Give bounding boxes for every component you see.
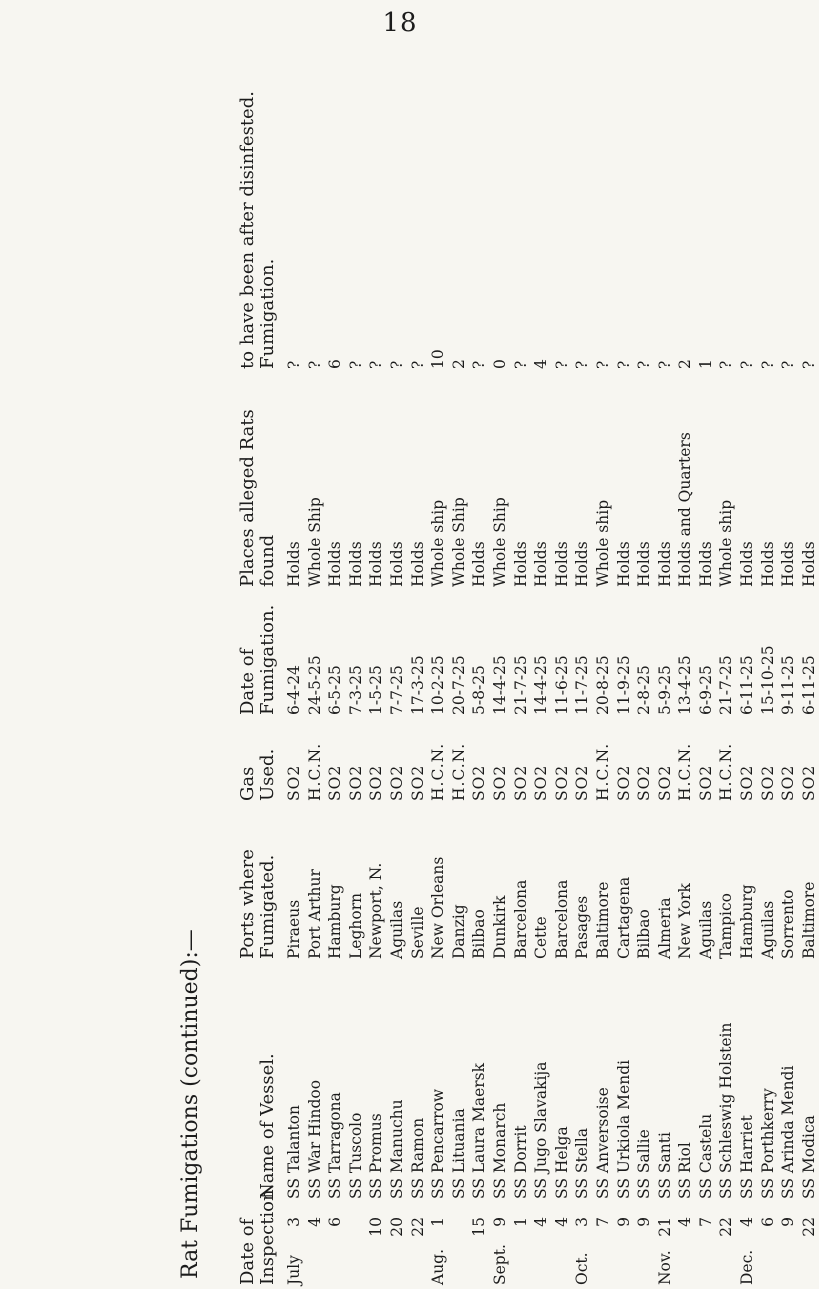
cell-rats: ? [387,360,406,369]
cell-date-inspection [346,1203,367,1289]
cell-rats: ? [285,360,303,369]
cell-gas: SO2 [573,764,592,801]
cell-vessel: SS Talanton [285,1105,303,1199]
cell-places: Holds [779,541,798,587]
table-row [428,83,449,1289]
cell-rats: ? [655,360,674,369]
table-row [552,83,573,1289]
cell-gas: SO2 [614,764,633,801]
cell-rats: 10 [429,349,448,369]
table-row [408,83,429,1289]
cell-rats: ? [758,360,777,369]
cell-date-fumigation: 14-4-25 [490,655,509,715]
inspection-day: 4 [552,1217,571,1227]
cell-rats: ? [305,360,324,369]
cell-gas: SO2 [387,764,406,801]
cell-rats: ? [511,360,530,369]
cell-date-fumigation: 20-7-25 [449,655,468,715]
header-vessel: Name of Vessel. [257,1053,278,1199]
cell-date-fumigation: 6-9-25 [696,665,715,715]
cell-vessel: SS Jugo Slavakija [532,1061,551,1199]
cell-date-inspection [325,1203,346,1289]
table-row [758,83,779,1289]
inspection-month: Dec. [738,1249,757,1285]
inspection-month [716,1241,737,1285]
cell-date-inspection [634,1203,655,1289]
cell-vessel: SS Modica [799,1115,818,1199]
cell-vessel: SS Pencarrow [429,1088,448,1199]
cell-port: Cette [532,916,551,959]
cell-date-fumigation: 20-8-25 [593,655,612,715]
cell-gas: SO2 [758,764,777,801]
cell-gas: SO2 [490,764,509,801]
cell-port: Newport, N. [367,862,386,959]
cell-port: Port Arthur [305,869,324,959]
cell-vessel: SS Urkiola Mendi [614,1059,633,1199]
cell-date-inspection [758,1203,779,1289]
cell-date-fumigation: 11-9-25 [614,655,633,715]
cell-rats: 1 [696,359,715,369]
table-row [325,83,346,1289]
cell-date-fumigation: 5-9-25 [655,665,674,715]
table-row [305,83,326,1289]
cell-date-inspection [552,1203,573,1289]
cell-date-inspection [737,1203,758,1289]
cell-date-fumigation: 14-4-25 [532,655,551,715]
table-row [469,83,490,1289]
inspection-month [758,1241,779,1285]
cell-gas: SO2 [408,764,427,801]
cell-places: Holds [346,541,365,587]
table-row [614,83,635,1289]
cell-port: Pasages [573,895,592,959]
cell-vessel: SS Tarragona [326,1092,345,1199]
cell-rats: ? [799,360,818,369]
header-port: Ports where Fumigated. [237,849,278,959]
table-row [675,83,696,1289]
inspection-day: 22 [799,1217,818,1237]
inspection-month [366,1241,387,1285]
cell-date-inspection [305,1203,326,1289]
cell-gas: SO2 [511,764,530,801]
cell-date-inspection [593,1203,614,1289]
cell-vessel: SS Porthkerry [758,1088,777,1199]
cell-date-fumigation: 7-3-25 [346,665,365,715]
cell-port: Dunkirk [490,895,509,959]
cell-port: Hamburg [738,884,757,959]
cell-date-inspection [366,1203,387,1289]
cell-date-fumigation: 11-6-25 [552,655,571,715]
cell-date-inspection [614,1203,635,1289]
inspection-day: 9 [490,1217,509,1227]
cell-gas: H.C.N. [305,742,324,801]
cell-vessel: SS War Hindoo [305,1079,324,1199]
fumigation-table [214,83,819,1289]
inspection-day: 7 [593,1217,612,1227]
cell-date-fumigation: 6-4-24 [285,665,303,715]
table-row [593,83,614,1289]
cell-date-inspection [655,1203,676,1289]
inspection-month [614,1241,635,1285]
inspection-month [346,1241,367,1285]
inspection-month [469,1241,490,1285]
inspection-month [593,1241,614,1285]
table-row [696,83,717,1289]
cell-vessel: SS Tuscolo [346,1112,365,1199]
inspection-day: 15 [470,1217,489,1237]
inspection-day: 10 [367,1217,386,1237]
cell-places: Holds [738,541,757,587]
inspection-month: July [285,1255,303,1285]
cell-vessel: SS Castelu [696,1113,715,1199]
page-number: 18 [382,8,418,38]
cell-vessel: SS Sallie [635,1129,654,1199]
cell-vessel: SS Helga [552,1126,571,1199]
cell-date-inspection [408,1203,429,1289]
inspection-month: Sept. [490,1244,509,1285]
cell-port: Bilbao [635,909,654,959]
inspection-day [449,1217,470,1241]
cell-vessel: SS Anversoise [593,1087,612,1199]
cell-gas: SO2 [470,764,489,801]
cell-places: Holds [799,541,818,587]
cell-date-fumigation: 7-7-25 [387,665,406,715]
cell-date-inspection [716,1203,737,1289]
header-places: Places alleged Rats found [237,409,278,587]
table-row [284,83,305,1289]
table-row [511,83,532,1289]
cell-places: Holds [635,541,654,587]
cell-rats: ? [552,360,571,369]
cell-rats: 0 [490,359,509,369]
cell-port: Cartagena [614,876,633,959]
cell-rats: ? [635,360,654,369]
cell-places: Holds [408,541,427,587]
inspection-month [305,1241,326,1285]
cell-vessel: SS Ramon [408,1117,427,1199]
cell-port: Piraeus [285,899,303,959]
inspection-day: 4 [532,1217,551,1227]
inspection-month [799,1241,819,1285]
inspection-day [346,1217,367,1241]
cell-date-inspection [696,1203,717,1289]
cell-date-inspection [449,1203,470,1289]
inspection-month: Aug. [429,1248,448,1285]
inspection-day: 6 [326,1217,345,1227]
table-row [572,83,593,1289]
cell-rats: ? [593,360,612,369]
cell-date-inspection [511,1203,532,1289]
cell-vessel: SS Santi [655,1132,674,1199]
cell-date-inspection [428,1203,449,1289]
cell-gas: SO2 [779,764,798,801]
table-row [655,83,676,1289]
cell-port: Leghorn [346,892,365,959]
cell-date-inspection [531,1203,552,1289]
cell-date-fumigation: 17-3-25 [408,655,427,715]
cell-gas: SO2 [326,764,345,801]
cell-rats: ? [367,360,386,369]
cell-rats: ? [717,360,736,369]
cell-port: Aguilas [696,900,715,959]
cell-places: Holds [511,541,530,587]
cell-places: Whole Ship [490,497,509,587]
table-row [531,83,552,1289]
cell-date-fumigation: 6-11-25 [738,655,757,715]
cell-rats: ? [346,360,365,369]
inspection-day: 21 [655,1217,674,1237]
cell-port: Baltimore [799,881,818,959]
cell-vessel: SS Dorrit [511,1125,530,1199]
cell-rats: ? [779,360,798,369]
table-body [284,83,819,1289]
cell-port: Almeria [655,897,674,959]
inspection-month [778,1241,799,1285]
cell-port: Barcelona [552,879,571,959]
inspection-day: 1 [429,1217,448,1227]
table-row [634,83,655,1289]
cell-date-fumigation: 6-11-25 [799,655,818,715]
cell-vessel: SS Harriet [738,1115,757,1199]
cell-date-fumigation: 6-5-25 [326,665,345,715]
cell-date-fumigation: 1-5-25 [367,665,386,715]
inspection-month: Nov. [655,1250,674,1285]
cell-vessel: SS Lituania [449,1108,468,1199]
cell-places: Holds [552,541,571,587]
cell-port: New York [676,883,695,959]
inspection-day: 4 [738,1217,757,1227]
inspection-month [634,1241,655,1285]
cell-places: Holds [573,541,592,587]
cell-port: Danzig [449,904,468,959]
table-row [490,83,511,1289]
cell-places: Holds [285,541,303,587]
cell-vessel: SS Riol [676,1142,695,1199]
cell-places: Holds [387,541,406,587]
inspection-day: 22 [717,1217,736,1237]
cell-gas: SO2 [285,764,303,801]
cell-date-fumigation: 5-8-25 [470,665,489,715]
inspection-day: 7 [696,1217,715,1227]
cell-port: Barcelona [511,879,530,959]
table-row [346,83,367,1289]
inspection-month [675,1241,696,1285]
cell-places: Holds [696,541,715,587]
cell-date-fumigation: 2-8-25 [635,665,654,715]
cell-date-inspection [778,1203,799,1289]
cell-gas: SO2 [738,764,757,801]
inspection-month [325,1241,346,1285]
cell-vessel: SS Laura Maersk [470,1062,489,1199]
cell-rats: ? [408,360,427,369]
inspection-day: 3 [573,1217,592,1227]
inspection-day: 22 [408,1217,427,1237]
cell-places: Whole Ship [305,497,324,587]
table-row [737,83,758,1289]
cell-date-fumigation: 13-4-25 [676,655,695,715]
cell-gas: SO2 [635,764,654,801]
cell-date-fumigation: 10-2-25 [429,655,448,715]
cell-date-inspection [387,1203,408,1289]
cell-rats: ? [573,360,592,369]
inspection-month [511,1241,532,1285]
inspection-day: 9 [635,1217,654,1227]
cell-rats: ? [470,360,489,369]
cell-date-inspection [572,1203,593,1289]
cell-gas: SO2 [655,764,674,801]
cell-vessel: SS Schleswig Holstein [717,1022,736,1199]
cell-rats: 2 [449,359,468,369]
header-gas: Gas Used. [237,748,278,801]
cell-places: Whole ship [717,499,736,587]
inspection-day: 9 [779,1217,798,1227]
inspection-day: 4 [305,1217,324,1227]
cell-gas: H.C.N. [449,742,468,801]
cell-rats: ? [614,360,633,369]
cell-places: Holds [367,541,386,587]
cell-rats: 6 [326,359,345,369]
cell-rats: ? [738,360,757,369]
inspection-day: 6 [758,1217,777,1227]
cell-port: Sorrento [779,889,798,959]
cell-places: Whole ship [593,499,612,587]
inspection-month [531,1241,552,1285]
cell-places: Holds [655,541,674,587]
table-row [716,83,737,1289]
cell-places: Holds [532,541,551,587]
cell-date-fumigation: 21-7-25 [717,655,736,715]
cell-gas: SO2 [367,764,386,801]
cell-port: Aguilas [387,900,406,959]
cell-vessel: SS Manuchu [387,1099,406,1199]
cell-gas: H.C.N. [593,742,612,801]
cell-gas: SO2 [532,764,551,801]
cell-date-inspection [490,1203,511,1289]
cell-port: Tampico [717,893,736,959]
table-row [449,83,470,1289]
inspection-month: Oct. [573,1252,592,1285]
cell-places: Holds [758,541,777,587]
cell-date-inspection [469,1203,490,1289]
inspection-month [408,1241,429,1285]
cell-date-inspection [675,1203,696,1289]
cell-rats: 2 [676,359,695,369]
cell-vessel: SS Promus [367,1113,386,1199]
inspection-day: 1 [511,1217,530,1227]
header-row [214,83,284,1289]
cell-gas: SO2 [552,764,571,801]
inspection-day: 4 [676,1217,695,1227]
cell-port: Baltimore [593,881,612,959]
cell-port: Seville [408,906,427,959]
rotated-table-block [168,91,818,1289]
cell-vessel: SS Stella [573,1127,592,1199]
inspection-day: 20 [387,1217,406,1237]
header-rats: to have been after disinfested. Fumigation. [237,91,278,369]
document-title: Rat Fumigations (continued):— [178,929,203,1279]
inspection-day: 3 [285,1217,303,1227]
cell-date-fumigation: 11-7-25 [573,655,592,715]
inspection-month [696,1241,717,1285]
table-row [778,83,799,1289]
cell-places: Whole Ship [449,497,468,587]
cell-port: Hamburg [326,884,345,959]
cell-date-fumigation: 21-7-25 [511,655,530,715]
cell-gas: H.C.N. [676,742,695,801]
cell-vessel: SS Monarch [490,1102,509,1199]
cell-places: Holds [326,541,345,587]
cell-places: Holds [614,541,633,587]
header-date-fumigation: Date of Fumigation. [237,604,278,715]
cell-gas: SO2 [799,764,818,801]
inspection-day: 9 [614,1217,633,1227]
table-row [799,83,819,1289]
cell-places: Holds [470,541,489,587]
cell-gas: H.C.N. [717,742,736,801]
cell-vessel: SS Arinda Mendi [779,1065,798,1199]
cell-date-fumigation: 9-11-25 [779,655,798,715]
cell-date-fumigation: 15-10-25 [758,645,777,715]
cell-port: Bilbao [470,909,489,959]
cell-rats: 4 [532,359,551,369]
header-date-inspection: Date of Inspection. [237,1183,278,1285]
table-row [387,83,408,1289]
inspection-month [449,1241,470,1285]
cell-gas: H.C.N. [429,742,448,801]
table-row [366,83,387,1289]
cell-gas: SO2 [696,764,715,801]
cell-date-inspection [799,1203,819,1289]
cell-date-fumigation: 24-5-25 [305,655,324,715]
cell-places: Whole ship [429,499,448,587]
cell-port: Aguilas [758,900,777,959]
cell-gas: SO2 [346,764,365,801]
inspection-month [387,1241,408,1285]
cell-port: New Orleans [429,856,448,959]
inspection-month [552,1241,573,1285]
cell-places: Holds and Quarters [676,432,695,587]
cell-date-inspection [284,1203,305,1289]
